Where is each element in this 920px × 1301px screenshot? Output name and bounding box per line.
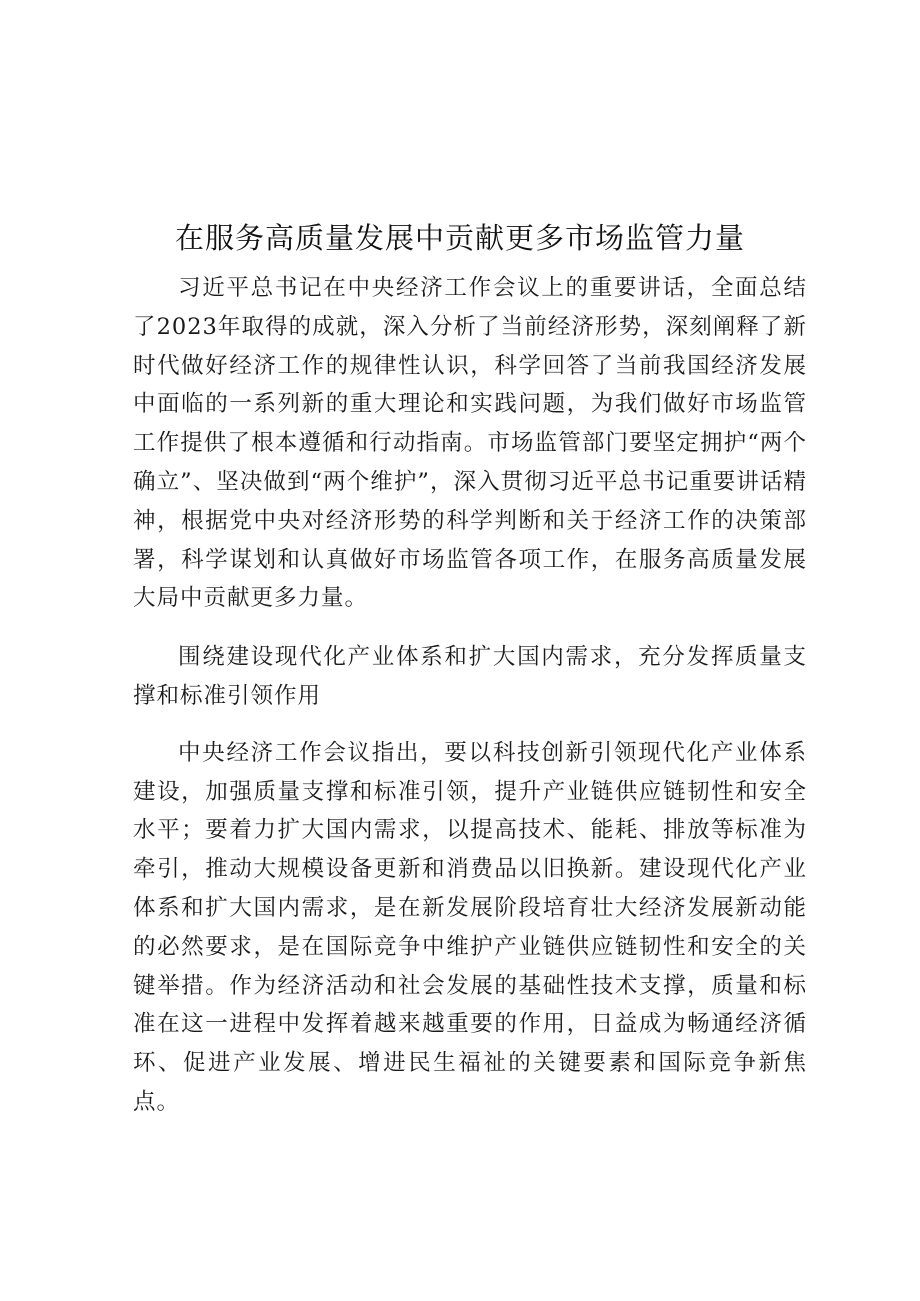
body-paragraph-section: 中央经济工作会议指出，要以科技创新引领现代化产业体系建设，加强质量支撑和标准引领，提升产业链供应链韧性和安全水平；要着力扩大国内需求，以提高技术、能耗、排放等标准为牵引，推动大规模设备更新和消费品以旧换新。建设现代化产业体系和扩大国内需求，是在新发展阶段培育壮大经济发展新动能的必然要求，是在国际竞争中维护产业链供应链韧性和安全的关键举措。作为经济活动和社会发展的基础性技术支撑，质量和标准在这一进程中发挥着越来越重要的作用，日益成为畅通经济循环、促进产业发展、增进民生福祉的关键要素和国际竞争新焦点。 [133,739,807,1115]
body-paragraph-intro: 习近平总书记在中央经济工作会议上的重要讲话，全面总结了2023年取得的成就，深入分析了当前经济形势，深刻阐释了新时代做好经济工作的规律性认识，科学回答了当前我国经济发展中面临的一系列新的重大理论和实践问题，为我们做好市场监管工作提供了根本遵循和行动指南。市场监管部门要坚定拥护“两个确立”、坚决做到“两个维护”，深入贯彻习近平总书记重要讲话精神，根据党中央对经济形势的科学判断和关于经济工作的决策部署，科学谋划和认真做好市场监管各项工作，在服务高质量发展大局中贡献更多力量。 [133,275,807,612]
document-body [133,269,807,1122]
document-title: 在服务高质量发展中贡献更多市场监管力量 [174,221,745,255]
section-heading: 围绕建设现代化产业体系和扩大国内需求，充分发挥质量支撑和标准引领作用 [133,644,807,709]
